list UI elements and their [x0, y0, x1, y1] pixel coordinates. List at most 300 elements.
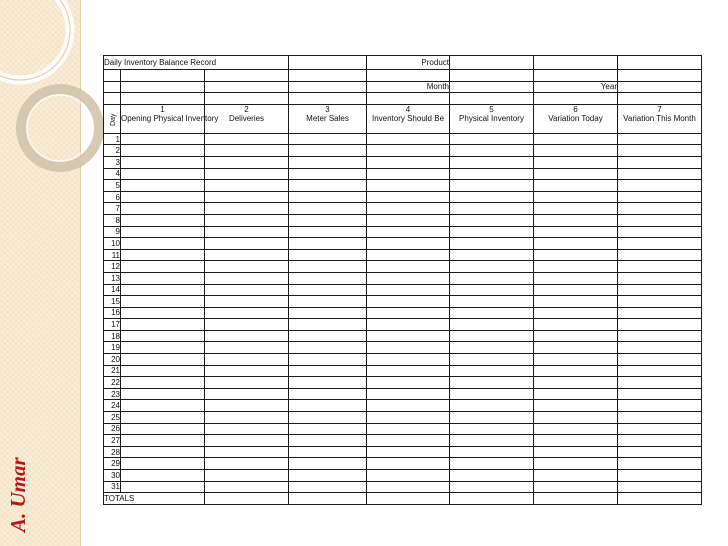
entry-cell[interactable]: [367, 481, 450, 493]
entry-cell[interactable]: [618, 400, 702, 412]
entry-cell[interactable]: [367, 446, 450, 458]
entry-cell[interactable]: [205, 435, 289, 447]
entry-cell[interactable]: [450, 458, 534, 470]
entry-cell[interactable]: [534, 412, 618, 424]
entry-cell[interactable]: [534, 156, 618, 168]
day-row: [104, 261, 702, 273]
entry-cell[interactable]: [618, 145, 702, 157]
entry-cell[interactable]: [534, 145, 618, 157]
entry-cell[interactable]: [367, 400, 450, 412]
entry-cell[interactable]: [121, 203, 205, 215]
entry-cell[interactable]: [450, 388, 534, 400]
totals-cell[interactable]: [450, 493, 534, 505]
blank-cell[interactable]: [618, 56, 702, 70]
entry-cell[interactable]: [205, 261, 289, 273]
entry-cell[interactable]: [121, 156, 205, 168]
entry-cell[interactable]: [205, 388, 289, 400]
entry-cell[interactable]: [289, 365, 367, 377]
entry-cell[interactable]: [121, 319, 205, 331]
form-title: Daily Inventory Balance Record: [104, 56, 289, 70]
entry-cell[interactable]: [618, 435, 702, 447]
day-number: 2: [104, 145, 121, 157]
entry-cell[interactable]: [121, 330, 205, 342]
spacer-row: [104, 70, 702, 82]
day-row: [104, 156, 702, 168]
entry-cell[interactable]: [618, 319, 702, 331]
totals-cell[interactable]: [534, 493, 618, 505]
entry-cell[interactable]: [618, 191, 702, 203]
entry-cell[interactable]: [121, 388, 205, 400]
entry-cell[interactable]: [534, 423, 618, 435]
entry-cell[interactable]: [367, 342, 450, 354]
entry-cell[interactable]: [450, 423, 534, 435]
entry-cell[interactable]: [205, 284, 289, 296]
entry-cell[interactable]: [367, 168, 450, 180]
entry-cell[interactable]: [367, 156, 450, 168]
day-row: [104, 458, 702, 470]
entry-cell[interactable]: [367, 296, 450, 308]
entry-cell[interactable]: [534, 214, 618, 226]
day-number: 9: [104, 226, 121, 238]
totals-cell[interactable]: [618, 493, 702, 505]
entry-cell[interactable]: [618, 423, 702, 435]
entry-cell[interactable]: [618, 458, 702, 470]
month-year-row: [104, 81, 702, 93]
entry-cell[interactable]: [534, 435, 618, 447]
entry-cell[interactable]: [534, 261, 618, 273]
day-row: [104, 330, 702, 342]
entry-cell[interactable]: [450, 133, 534, 145]
entry-cell[interactable]: [450, 249, 534, 261]
day-number: 17: [104, 319, 121, 331]
entry-cell[interactable]: [121, 365, 205, 377]
day-row: [104, 296, 702, 308]
entry-cell[interactable]: [618, 296, 702, 308]
entry-cell[interactable]: [618, 354, 702, 366]
entry-cell[interactable]: [205, 272, 289, 284]
entry-cell[interactable]: [618, 365, 702, 377]
entry-cell[interactable]: [205, 296, 289, 308]
entry-cell[interactable]: [534, 446, 618, 458]
entry-cell[interactable]: [121, 145, 205, 157]
entry-cell[interactable]: [450, 319, 534, 331]
entry-cell[interactable]: [367, 377, 450, 389]
entry-cell[interactable]: [205, 330, 289, 342]
entry-cell[interactable]: [618, 156, 702, 168]
entry-cell[interactable]: [289, 272, 367, 284]
column-label: Variation Today: [548, 113, 603, 123]
entry-cell[interactable]: [534, 365, 618, 377]
entry-cell[interactable]: [450, 412, 534, 424]
day-number: 6: [104, 191, 121, 203]
day-row: [104, 226, 702, 238]
entry-cell[interactable]: [618, 261, 702, 273]
day-number: 5: [104, 180, 121, 192]
day-row: [104, 400, 702, 412]
day-row: [104, 435, 702, 447]
entry-cell[interactable]: [450, 238, 534, 250]
entry-cell[interactable]: [534, 377, 618, 389]
entry-cell[interactable]: [205, 458, 289, 470]
entry-cell[interactable]: [534, 481, 618, 493]
day-row: [104, 214, 702, 226]
entry-cell[interactable]: [367, 249, 450, 261]
day-row: [104, 365, 702, 377]
totals-row: [104, 493, 702, 505]
entry-cell[interactable]: [205, 214, 289, 226]
entry-cell[interactable]: [618, 307, 702, 319]
day-number: 27: [104, 435, 121, 447]
entry-cell[interactable]: [121, 481, 205, 493]
entry-cell[interactable]: [450, 435, 534, 447]
column-number: 2: [244, 104, 249, 114]
entry-cell[interactable]: [367, 365, 450, 377]
entry-cell[interactable]: [289, 330, 367, 342]
entry-cell[interactable]: [618, 342, 702, 354]
entry-cell[interactable]: [618, 238, 702, 250]
entry-cell[interactable]: [534, 226, 618, 238]
day-number: 30: [104, 470, 121, 482]
column-header-4: [367, 104, 450, 133]
totals-label: TOTALS: [104, 493, 205, 505]
totals-cell[interactable]: [289, 493, 367, 505]
entry-cell[interactable]: [367, 238, 450, 250]
entry-cell[interactable]: [534, 400, 618, 412]
entry-cell[interactable]: [618, 377, 702, 389]
entry-cell[interactable]: [618, 284, 702, 296]
entry-cell[interactable]: [618, 133, 702, 145]
column-number: 3: [325, 104, 330, 114]
entry-cell[interactable]: [121, 470, 205, 482]
entry-cell[interactable]: [205, 319, 289, 331]
entry-cell[interactable]: [534, 388, 618, 400]
day-number: 20: [104, 354, 121, 366]
day-row: [104, 481, 702, 493]
entry-cell[interactable]: [289, 412, 367, 424]
entry-cell[interactable]: [205, 307, 289, 319]
entry-cell[interactable]: [450, 214, 534, 226]
entry-cell[interactable]: [450, 296, 534, 308]
day-number: 8: [104, 214, 121, 226]
entry-cell[interactable]: [534, 203, 618, 215]
day-row: [104, 272, 702, 284]
entry-cell[interactable]: [121, 249, 205, 261]
entry-cell[interactable]: [367, 307, 450, 319]
entry-cell[interactable]: [534, 272, 618, 284]
totals-cell[interactable]: [205, 493, 289, 505]
day-number: 15: [104, 296, 121, 308]
day-row: [104, 354, 702, 366]
entry-cell[interactable]: [450, 307, 534, 319]
day-number: 21: [104, 365, 121, 377]
entry-cell[interactable]: [450, 446, 534, 458]
entry-cell[interactable]: [205, 423, 289, 435]
entry-cell[interactable]: [367, 319, 450, 331]
product-value[interactable]: [450, 56, 534, 70]
entry-cell[interactable]: [450, 261, 534, 273]
entry-cell[interactable]: [618, 214, 702, 226]
entry-cell[interactable]: [289, 226, 367, 238]
entry-cell[interactable]: [205, 342, 289, 354]
entry-cell[interactable]: [121, 284, 205, 296]
entry-cell[interactable]: [618, 203, 702, 215]
day-number: 1: [104, 133, 121, 145]
entry-cell[interactable]: [534, 284, 618, 296]
entry-cell[interactable]: [289, 133, 367, 145]
entry-cell[interactable]: [534, 470, 618, 482]
entry-cell[interactable]: [121, 272, 205, 284]
entry-cell[interactable]: [121, 400, 205, 412]
month-label: Month: [367, 81, 450, 93]
entry-cell[interactable]: [289, 238, 367, 250]
entry-cell[interactable]: [450, 156, 534, 168]
column-number: 7: [657, 104, 662, 114]
day-row: [104, 284, 702, 296]
entry-cell[interactable]: [205, 203, 289, 215]
entry-cell[interactable]: [289, 470, 367, 482]
title-row: [104, 56, 702, 70]
entry-cell[interactable]: [205, 354, 289, 366]
entry-cell[interactable]: [289, 377, 367, 389]
entry-cell[interactable]: [205, 412, 289, 424]
entry-cell[interactable]: [450, 272, 534, 284]
entry-cell[interactable]: [121, 191, 205, 203]
entry-cell[interactable]: [289, 191, 367, 203]
column-label: Deliveries: [228, 113, 265, 123]
entry-cell[interactable]: [450, 377, 534, 389]
entry-cell[interactable]: [289, 296, 367, 308]
entry-cell[interactable]: [205, 156, 289, 168]
day-number: 10: [104, 238, 121, 250]
entry-cell[interactable]: [367, 458, 450, 470]
entry-cell[interactable]: [367, 388, 450, 400]
entry-cell[interactable]: [121, 423, 205, 435]
entry-cell[interactable]: [205, 365, 289, 377]
entry-cell[interactable]: [367, 272, 450, 284]
day-number: 4: [104, 168, 121, 180]
day-number: 25: [104, 412, 121, 424]
entry-cell[interactable]: [367, 412, 450, 424]
day-number: 23: [104, 388, 121, 400]
entry-cell[interactable]: [450, 180, 534, 192]
entry-cell[interactable]: [534, 319, 618, 331]
entry-cell[interactable]: [289, 481, 367, 493]
entry-cell[interactable]: [121, 435, 205, 447]
entry-cell[interactable]: [121, 226, 205, 238]
day-number: 24: [104, 400, 121, 412]
entry-cell[interactable]: [450, 400, 534, 412]
day-row: [104, 133, 702, 145]
entry-cell[interactable]: [534, 168, 618, 180]
entry-cell[interactable]: [205, 238, 289, 250]
entry-cell[interactable]: [534, 354, 618, 366]
entry-cell[interactable]: [121, 354, 205, 366]
entry-cell[interactable]: [618, 446, 702, 458]
entry-cell[interactable]: [289, 249, 367, 261]
entry-cell[interactable]: [367, 354, 450, 366]
entry-cell[interactable]: [205, 470, 289, 482]
entry-cell[interactable]: [450, 226, 534, 238]
entry-cell[interactable]: [205, 180, 289, 192]
entry-cell[interactable]: [289, 458, 367, 470]
entry-cell[interactable]: [289, 156, 367, 168]
entry-cell[interactable]: [121, 214, 205, 226]
inventory-table: [103, 55, 702, 505]
entry-cell[interactable]: [618, 470, 702, 482]
decorative-side-panel: [0, 0, 81, 546]
entry-cell[interactable]: [205, 133, 289, 145]
entry-cell[interactable]: [534, 133, 618, 145]
entry-cell[interactable]: [534, 458, 618, 470]
entry-cell[interactable]: [367, 435, 450, 447]
column-label: Meter Sales: [306, 113, 349, 123]
day-number: 19: [104, 342, 121, 354]
entry-cell[interactable]: [534, 307, 618, 319]
entry-cell[interactable]: [289, 319, 367, 331]
day-number: 16: [104, 307, 121, 319]
blank-cell[interactable]: [534, 56, 618, 70]
entry-cell[interactable]: [367, 133, 450, 145]
entry-cell[interactable]: [205, 145, 289, 157]
entry-cell[interactable]: [205, 481, 289, 493]
entry-cell[interactable]: [205, 226, 289, 238]
day-row: [104, 342, 702, 354]
inventory-sheet: [103, 55, 702, 505]
day-row: [104, 168, 702, 180]
entry-cell[interactable]: [289, 342, 367, 354]
entry-cell[interactable]: [205, 446, 289, 458]
column-label: Variation This Month: [623, 113, 696, 123]
entry-cell[interactable]: [618, 180, 702, 192]
column-number: 4: [405, 104, 411, 114]
entry-cell[interactable]: [121, 458, 205, 470]
entry-cell[interactable]: [618, 226, 702, 238]
totals-cell[interactable]: [367, 493, 450, 505]
entry-cell[interactable]: [450, 168, 534, 180]
day-row: [104, 180, 702, 192]
entry-cell[interactable]: [289, 435, 367, 447]
entry-cell[interactable]: [534, 191, 618, 203]
entry-cell[interactable]: [289, 388, 367, 400]
entry-cell[interactable]: [367, 203, 450, 215]
entry-cell[interactable]: [121, 412, 205, 424]
column-label: Opening Physical Inventory: [121, 113, 219, 123]
entry-cell[interactable]: [534, 342, 618, 354]
year-label: Year: [534, 81, 618, 93]
entry-cell[interactable]: [121, 238, 205, 250]
year-value[interactable]: [618, 81, 702, 93]
column-header-7: [618, 104, 702, 133]
entry-cell[interactable]: [450, 284, 534, 296]
entry-cell[interactable]: [121, 377, 205, 389]
entry-cell[interactable]: [205, 249, 289, 261]
entry-cell[interactable]: [289, 168, 367, 180]
entry-cell[interactable]: [367, 330, 450, 342]
day-row: [104, 145, 702, 157]
entry-cell[interactable]: [367, 423, 450, 435]
entry-cell[interactable]: [618, 168, 702, 180]
entry-cell[interactable]: [450, 203, 534, 215]
entry-cell[interactable]: [205, 191, 289, 203]
entry-cell[interactable]: [450, 354, 534, 366]
entry-cell[interactable]: [289, 354, 367, 366]
entry-cell[interactable]: [367, 191, 450, 203]
entry-cell[interactable]: [121, 307, 205, 319]
entry-cell[interactable]: [450, 191, 534, 203]
entry-cell[interactable]: [618, 388, 702, 400]
entry-cell[interactable]: [618, 272, 702, 284]
day-number: 18: [104, 330, 121, 342]
entry-cell[interactable]: [205, 400, 289, 412]
entry-cell[interactable]: [618, 412, 702, 424]
day-number: 14: [104, 284, 121, 296]
entry-cell[interactable]: [534, 238, 618, 250]
entry-cell[interactable]: [289, 145, 367, 157]
entry-cell[interactable]: [289, 423, 367, 435]
entry-cell[interactable]: [289, 261, 367, 273]
entry-cell[interactable]: [534, 330, 618, 342]
entry-cell[interactable]: [289, 180, 367, 192]
entry-cell[interactable]: [450, 342, 534, 354]
entry-cell[interactable]: [121, 180, 205, 192]
day-number: 7: [104, 203, 121, 215]
entry-cell[interactable]: [121, 342, 205, 354]
day-row: [104, 203, 702, 215]
entry-cell[interactable]: [289, 203, 367, 215]
entry-cell[interactable]: [289, 307, 367, 319]
entry-cell[interactable]: [450, 365, 534, 377]
entry-cell[interactable]: [450, 145, 534, 157]
day-row: [104, 377, 702, 389]
entry-cell[interactable]: [205, 377, 289, 389]
entry-cell[interactable]: [450, 481, 534, 493]
entry-cell[interactable]: [534, 296, 618, 308]
entry-cell[interactable]: [367, 145, 450, 157]
day-number: 22: [104, 377, 121, 389]
entry-cell[interactable]: [534, 180, 618, 192]
entry-cell[interactable]: [289, 214, 367, 226]
entry-cell[interactable]: [121, 133, 205, 145]
author-signature: A. Umar: [6, 457, 30, 532]
entry-cell[interactable]: [367, 470, 450, 482]
entry-cell[interactable]: [121, 446, 205, 458]
entry-cell[interactable]: [450, 470, 534, 482]
entry-cell[interactable]: [121, 296, 205, 308]
entry-cell[interactable]: [289, 284, 367, 296]
entry-cell[interactable]: [618, 249, 702, 261]
day-row: [104, 412, 702, 424]
day-row: [104, 446, 702, 458]
blank-cell[interactable]: [289, 56, 367, 70]
entry-cell[interactable]: [367, 214, 450, 226]
entry-cell[interactable]: [367, 284, 450, 296]
column-label: Physical Inventory: [459, 113, 524, 123]
entry-cell[interactable]: [289, 400, 367, 412]
entry-cell[interactable]: [367, 180, 450, 192]
entry-cell[interactable]: [289, 446, 367, 458]
entry-cell[interactable]: [367, 261, 450, 273]
month-value[interactable]: [450, 81, 534, 93]
entry-cell[interactable]: [450, 330, 534, 342]
entry-cell[interactable]: [618, 481, 702, 493]
column-number: 1: [160, 104, 165, 114]
entry-cell[interactable]: [367, 226, 450, 238]
entry-cell[interactable]: [121, 261, 205, 273]
entry-cell[interactable]: [205, 168, 289, 180]
entry-cell[interactable]: [121, 168, 205, 180]
entry-cell[interactable]: [534, 249, 618, 261]
entry-cell[interactable]: [618, 330, 702, 342]
